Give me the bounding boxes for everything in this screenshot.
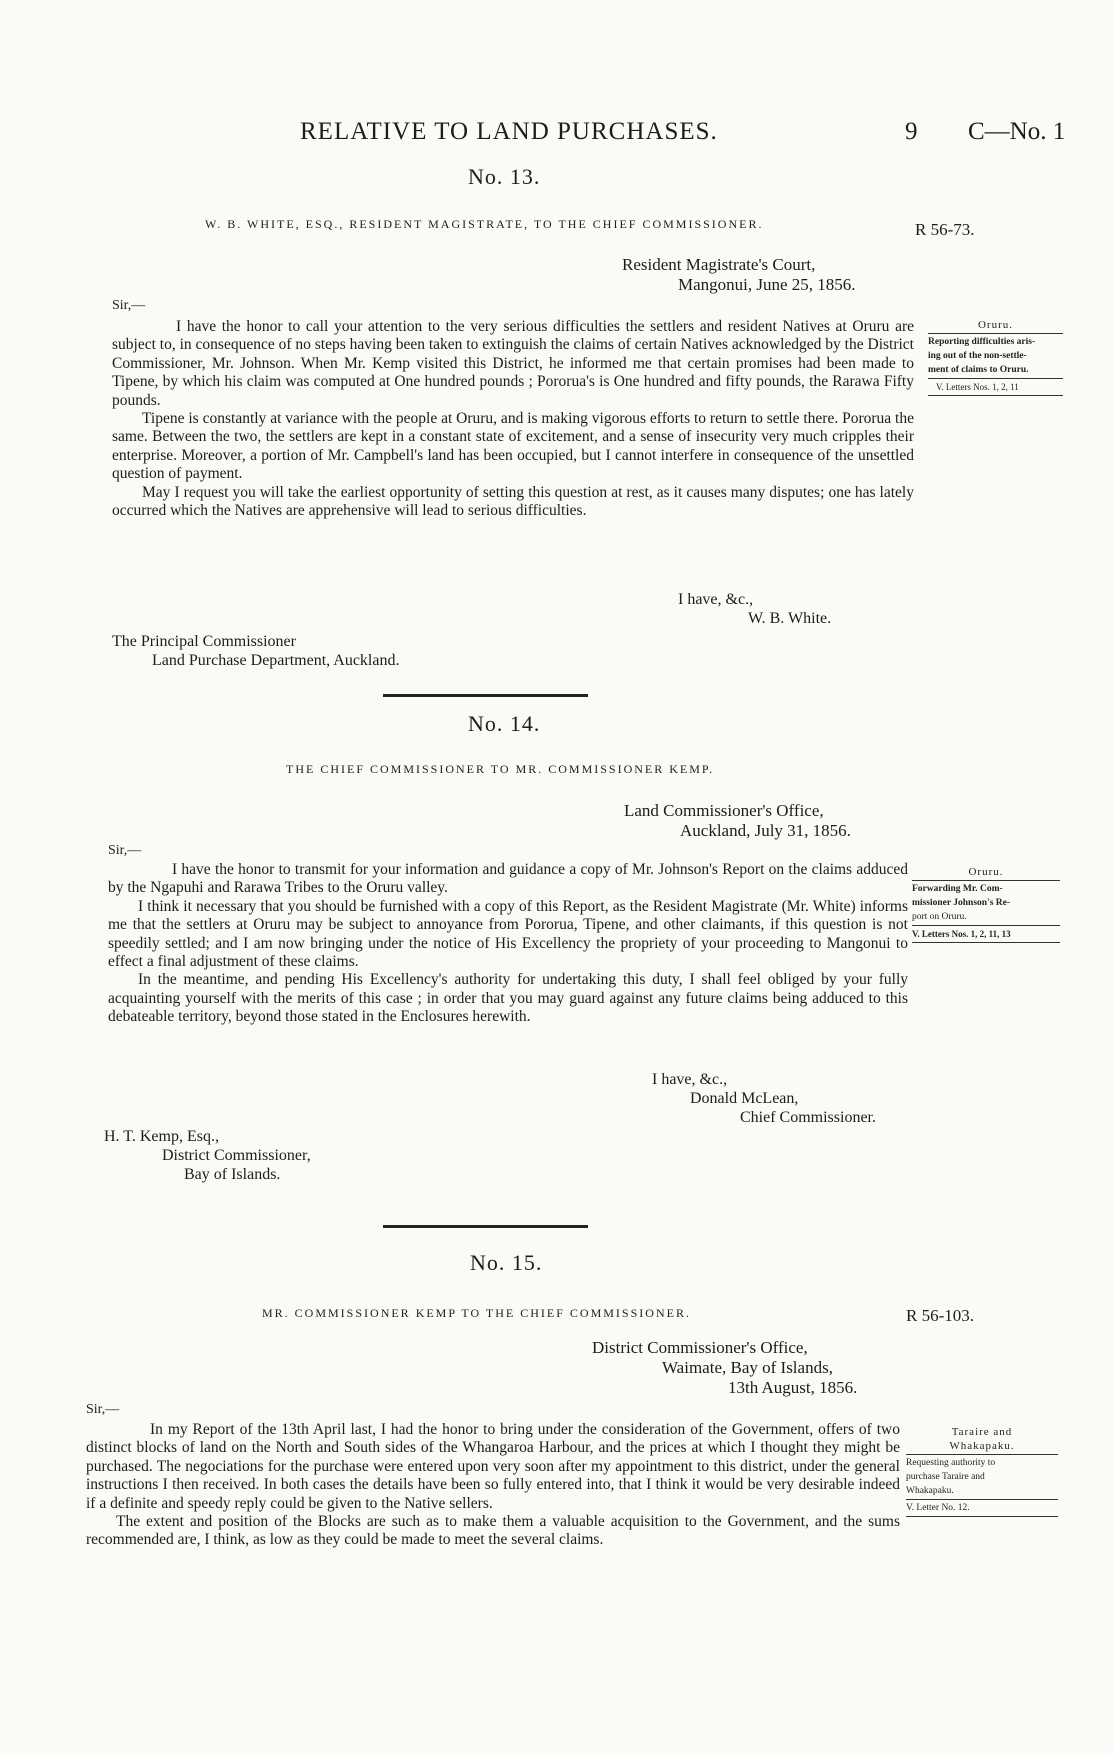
sender-address [624,801,851,841]
letter-heading: W. B. WHITE, ESQ., RESIDENT MAGISTRATE, TO THE CHIEF COMMISSIONER. [205,217,764,231]
divider [928,378,1063,379]
marginal-place: Whakapaku. [949,1440,1015,1452]
address-line: 13th August, 1856. [728,1378,858,1397]
signature: Donald McLean, [690,1090,799,1107]
letter-number: No. 13. [468,164,541,189]
recipient-line: Bay of Islands. [184,1166,281,1183]
closing [678,590,831,628]
section-divider [383,694,588,697]
paragraph: I have the honor to call your attention to the very serious difficulties the settlers and resident Natives at Oruru are subject to, in consequence of no steps having been taken to extinguish the claims of certain Natives acknowledged by the District Commissioner, Mr. Johnson. When Mr. Kemp visited this District, he informed me that certain promises had been made to Tipene, by which his claim was computed at One hundred pounds ; Pororua's is One hundred and fifty pounds, the Rarawa Fifty pounds. [112,318,914,409]
letter-number: No. 15. [470,1250,543,1275]
recipient-line: Land Purchase Department, Auckland. [152,652,400,669]
paragraph: In my Report of the 13th April last, I had the honor to bring under the consideration of the Government, offers of two distinct blocks of land on the North and South sides of the Whangaroa Harbour, and the prices at which I thought they might be purchased. The negociations for the purchase were entered upon very soon after my appointment to this district, under the general instructions I then received. In both cases the details have been so fully entered into, that I think it would be very desirable indeed if a definite and speedy reply could be given to the Native sellers. [86,1421,900,1512]
letter-body [86,1421,900,1550]
letter-body [112,318,914,520]
letter-body [108,861,908,1027]
marginal-refs: V. Letters Nos. 1, 2, 11, 13 [912,929,1011,939]
address-line: District Commissioner's Office, [592,1338,808,1357]
marginal-note-line: missioner Johnson's Re- [912,898,1011,908]
paragraph: Tipene is constantly at variance with the people at Oruru, and is making vigorous efforts to return to settle there. Pororua the same. Between the two, the settlers are kept in a constant state of excitement, and a sense of insecurity very much cripples their enterprise. Moreover, a portion of Mr. Campbell's land has been occupied, but I cannot interfere in consequence of the unsettled question of payment. [112,410,914,483]
salutation: Sir,— [108,843,142,858]
marginal-note-line: Reporting difficulties aris- [928,337,1036,347]
paragraph: I think it necessary that you should be furnished with a copy of this Report, as the Resident Magistrate (Mr. White) informs me that the settlers at Oruru may be subject to annoyance from Pororua, Tipene, and other claimants, if this question is not speedily settled; and I am now bringing under the notice of His Excellency the propriety of your proceeding to Mangonui to effect a final adjustment of these claims. [108,897,908,971]
address-line: Resident Magistrate's Court, [622,255,816,274]
recipient-line: District Commissioner, [162,1147,311,1164]
letter-number: No. 14. [468,711,541,736]
marginal-place: Oruru. [968,866,1004,878]
divider [912,942,1060,943]
recipient-line: H. T. Kemp, Esq., [104,1128,219,1145]
divider [912,925,1060,926]
registry-reference: R 56-103. [906,1306,974,1325]
marginal-note [912,865,1060,944]
paragraph: I have the honor to transmit for your information and guidance a copy of Mr. Johnson's Report on the claims adduced by the Ngapuhi and Rarawa Tribes to the Oruru valley. [108,861,908,897]
salutation: Sir,— [112,298,146,313]
marginal-note [906,1425,1058,1518]
running-header-title: RELATIVE TO LAND PURCHASES. [300,118,718,145]
document-reference: C—No. 1 [968,118,1066,145]
letter-heading: THE CHIEF COMMISSIONER TO MR. COMMISSIONER KEMP. [286,762,715,776]
paragraph: May I request you will take the earliest opportunity of setting this question at rest, as it causes many disputes; one has lately occurred which the Natives are apprehensive will lead to serious difficulties. [112,483,914,520]
address-line: Land Commissioner's Office, [624,801,824,820]
closing-line: I have, &c., [652,1071,728,1088]
closing [652,1070,876,1127]
marginal-note-line: Requesting authority to [906,1458,996,1468]
address-line: Waimate, Bay of Islands, [662,1358,833,1377]
marginal-place: Oruru. [977,319,1014,331]
marginal-note-line: purchase Taraire and [906,1472,985,1482]
marginal-note-line: ing out of the non-settle- [928,351,1027,361]
divider [906,1516,1058,1517]
marginal-note-line: ment of claims to Oruru. [928,365,1029,375]
paragraph: In the meantime, and pending His Excellency's authority for undertaking this duty, I shall feel obliged by your fully acquainting yourself with the merits of this case ; in order that you may guard against any future claims being adduced to this debateable territory, beyond those stated in the Enclosures herewith. [108,971,908,1026]
letter-heading: MR. COMMISSIONER KEMP TO THE CHIEF COMMISSIONER. [262,1306,691,1320]
sender-address [592,1338,857,1398]
section-divider [383,1225,588,1228]
marginal-place: Taraire and [951,1426,1013,1438]
marginal-note-line: Forwarding Mr. Com- [912,884,1003,894]
signature: W. B. White. [748,610,832,627]
paragraph: The extent and position of the Blocks are such as to make them a valuable acquisition to the Government, and the sums recommended are, I think, as low as they could be made to meet the several claims. [86,1513,900,1549]
recipient [112,632,399,670]
recipient [104,1127,311,1184]
sender-address [622,255,856,295]
divider [928,395,1063,396]
marginal-refs: V. Letter No. 12. [906,1503,970,1513]
page-number: 9 [905,118,918,145]
salutation: Sir,— [86,1402,120,1417]
divider [906,1454,1058,1455]
divider [912,880,1060,881]
address-line: Auckland, July 31, 1856. [680,821,851,840]
marginal-note-line: Whakapaku. [906,1486,954,1496]
recipient-line: The Principal Commissioner [112,633,296,650]
registry-reference: R 56-73. [915,220,975,239]
divider [928,333,1063,334]
closing-line: I have, &c., [678,591,754,608]
marginal-refs: V. Letters Nos. 1, 2, 11 [936,382,1019,392]
marginal-note [928,318,1063,397]
divider [906,1499,1058,1500]
marginal-note-line: port on Oruru. [912,912,967,922]
address-line: Mangonui, June 25, 1856. [678,275,856,294]
signature-title: Chief Commissioner. [740,1109,876,1126]
